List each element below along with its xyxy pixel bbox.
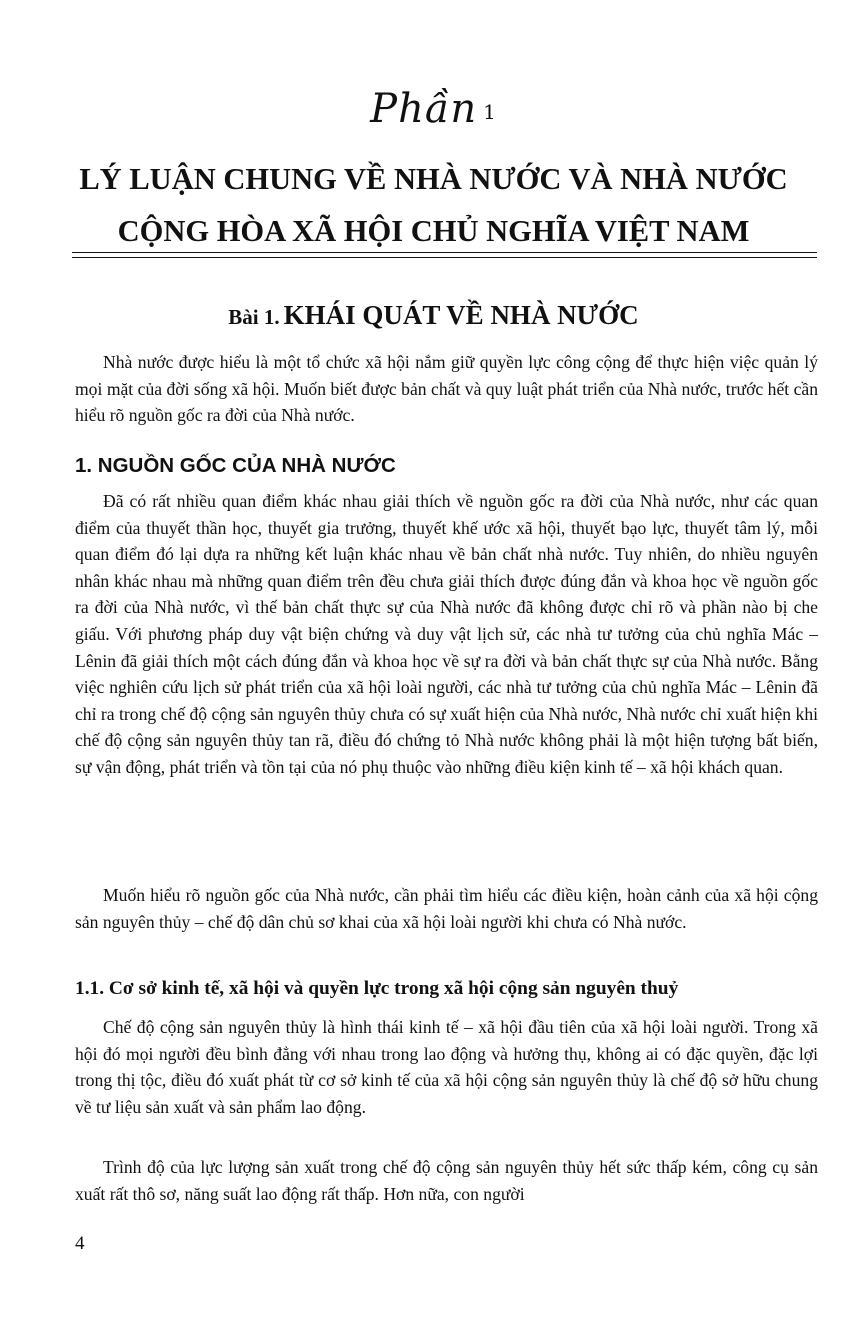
section-1-paragraph-2: Muốn hiểu rõ nguồn gốc của Nhà nước, cần phải tìm hiểu các điều kiện, hoàn cảnh của xã hội cộng sản nguyên thủy – chế độ dân chủ sơ khai của xã hội loài người khi chưa có Nhà nước. [75,885,818,932]
section-1-1-paragraph-2: Trình độ của lực lượng sản xuất trong chế độ cộng sản nguyên thủy hết sức thấp kém, công cụ sản xuất rất thô sơ, năng suất lao động rất thấp. Hơn nữa, con người [75,1157,818,1204]
section-1-1-heading: 1.1. Cơ sở kinh tế, xã hội và quyền lực trong xã hội cộng sản nguyên thuỷ [75,978,679,999]
part-number: 1 [483,100,497,124]
lesson-title [0,300,867,331]
chapter-title-line-2: CỘNG HÒA XÃ HỘI CHỦ NGHĨA VIỆT NAM [117,214,750,248]
section-1-1-paragraph-1: Chế độ cộng sản nguyên thủy là hình thái kinh tế – xã hội đầu tiên của xã hội loài người. Trong xã hội đó mọi người đều bình đẳng với nhau trong lao động và hưởng thụ, không ai có đặc quyền, đặc lợi trong thị tộc, điều đó xuất phát từ cơ sở kinh tế của xã hội cộng sản nguyên thủy là chế độ sở hữu chung về tư liệu sản xuất và sản phẩm lao động. [75,1017,818,1117]
part-word: Phần [370,86,478,132]
part-label [0,86,867,132]
page-number: 4 [75,1233,85,1254]
section-1-paragraph-1: Đã có rất nhiều quan điểm khác nhau giải thích về nguồn gốc ra đời của Nhà nước, như các quan điểm của thuyết thần học, thuyết gia trưởng, thuyết khế ước xã hội, thuyết bạo lực, thuyết tâm lý, mỗi quan điểm đó lại dựa ra những kết luận khác nhau về bản chất nhà nước. Tuy nhiên, do nhiều nguyên nhân khác nhau mà những quan điểm trên đều chưa giải thích được đúng đắn và khoa học về nguồn gốc ra đời của Nhà nước, vì thế bản chất thực sự của Nhà nước đã không được chỉ rõ và phần nào bị che giấu. Với phương pháp duy vật biện chứng và duy vật lịch sử, các nhà tư tưởng của chủ nghĩa Mác – Lênin đã giải thích một cách đúng đắn và khoa học về sự ra đời và bản chất thực sự của Nhà nước. Bằng việc nghiên cứu lịch sử phát triển của xã hội loài người, các nhà tư tưởng của chủ nghĩa Mác – Lênin đã chỉ ra trong chế độ cộng sản nguyên thủy chưa có sự xuất hiện của Nhà nước, Nhà nước chỉ xuất hiện khi chế độ cộng sản nguyên thủy tan rã, điều đó chứng tỏ Nhà nước không phải là một hiện tượng bất biến, sự vận động, phát triển và tồn tại của nó phụ thuộc vào những điều kiện kinh tế – xã hội khách quan. [75,491,818,777]
intro-paragraph: Nhà nước được hiểu là một tổ chức xã hội nắm giữ quyền lực công cộng để thực hiện việc quản lý mọi mặt của đời sống xã hội. Muốn biết được bản chất và quy luật phát triển của Nhà nước, trước hết cần hiểu rõ nguồn gốc ra đời của Nhà nước. [75,352,818,426]
title-divider-top [72,252,817,253]
chapter-title-line-1: LÝ LUẬN CHUNG VỀ NHÀ NƯỚC VÀ NHÀ NƯỚC [79,162,788,196]
lesson-heading: KHÁI QUÁT VỀ NHÀ NƯỚC [283,300,639,330]
title-divider-bottom [72,257,817,258]
lesson-prefix: Bài 1. [228,305,280,329]
section-1-heading: 1. NGUỒN GỐC CỦA NHÀ NƯỚC [75,454,396,477]
